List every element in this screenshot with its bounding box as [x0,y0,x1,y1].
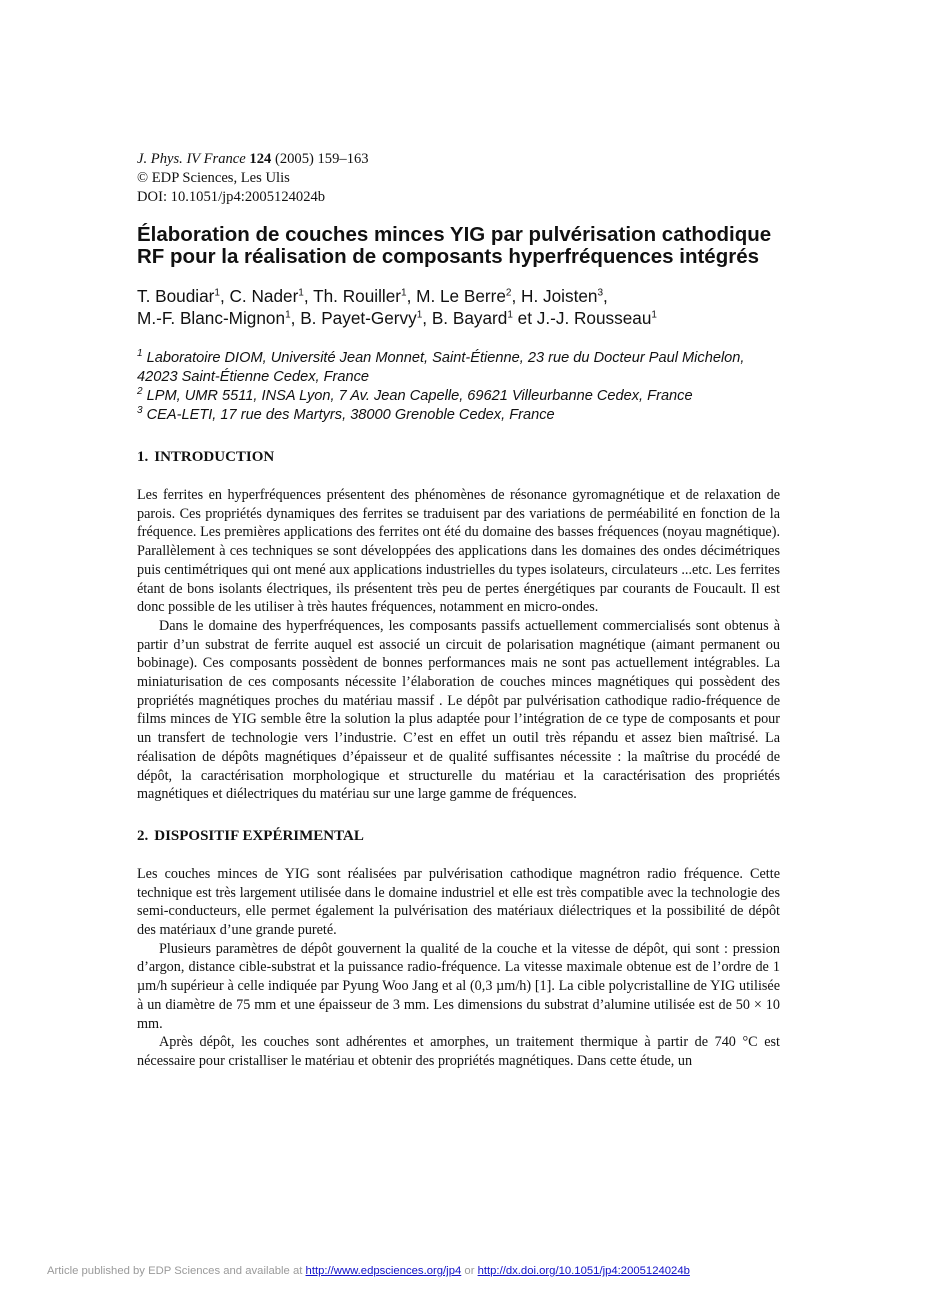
paper-title: Élaboration de couches minces YIG par pulvérisation cathodique RF pour la réalisation de composants hyperfréquences intégrés [137,223,772,268]
author-separator: , [219,286,230,306]
affiliation-text: Laboratoire DIOM, Université Jean Monnet, Saint-Étienne, 23 rue du Docteur Paul Michelon, 42023 Saint-Étienne Cedex, France [137,350,745,385]
affiliation-list [137,349,780,425]
paragraph: Après dépôt, les couches sont adhérentes et amorphes, un traitement thermique à partir de 740 °C est nécessaire pour cristalliser le matériau et obtenir des propriétés magnétiques. Dans cette étude, un [137,1034,780,1069]
journal-volume: 124 [249,151,272,167]
section-dispositif-experimental [137,827,780,1071]
affiliation-1 [137,349,780,387]
affiliation-mark: 1 [137,348,143,360]
citation-header [137,150,780,207]
affiliation-mark: 3 [137,405,143,417]
author-affil-mark: 2 [505,287,512,299]
author-name: J.-J. Rousseau [536,308,652,328]
author-list [137,285,780,329]
author-separator: , [422,308,432,328]
affiliation-mark: 2 [137,386,143,398]
author-name: Th. Rouiller [313,286,401,306]
paragraph: Plusieurs paramètres de dépôt gouvernent la qualité de la couche et la vitesse de dépôt, qui sont : pression d’argon, distance cible-substrat et la puissance radio-fréquence. La vitesse maximale obtenue est de l’ordre de 1 µm/h supérieur à celle indiquée par Pyung Woo Jang et al (0,3 µm/h) [1]. La cible polycristalline de YIG utilisée à un diamètre de 75 mm et une épaisseur de 3 mm. Les dimensions du substrat d’alumine utilisée est de 50 × 10 mm. [137,940,780,1032]
author-affil-mark: 1 [285,309,291,321]
author-separator: , [406,286,417,306]
paragraph: Les ferrites en hyperfréquences présentent des phénomènes de résonance gyromagnétique et de relaxation de parois. Ces propriétés dynamiques des ferrites se traduisent par des variations de perméabilité en fonction de la fréquence. Les premières applications des ferrites ont été du domaine des basses fréquences (noyau magnétique). Parallèlement à ces techniques se sont développées des applications dans les domaines des ondes décimétriques puis centimétriques qui ont mené aux applications industrielles du types isolateurs, circulateurs ...etc. Les ferrites étant de bons isolants électriques, ils présentent très peu de pertes énergétiques par courants de Foucault. Il est donc possible de les utiliser à très hautes fréquences, notamment en micro-ondes. [137,487,780,616]
section-number: 1. [137,449,149,465]
footer-or: or [464,1265,475,1277]
author-name: T. Boudiar [137,286,215,306]
author-separator: , [290,308,301,328]
author-name: C. Nader [229,286,299,306]
affiliation-2 [137,387,780,406]
author-name: M.-F. Blanc-Mignon [137,308,286,328]
publication-footer [47,1265,907,1277]
author-name: M. Le Berre [416,286,506,306]
author-name: B. Bayard [431,308,508,328]
author-separator: , [511,286,522,306]
author-affil-mark: 3 [597,287,604,299]
author-name: H. Joisten [521,286,598,306]
author-separator: , [303,286,314,306]
author-separator: et [512,308,537,328]
paragraph: Les couches minces de YIG sont réalisées par pulvérisation cathodique magnétron radio fréquence. Cette technique est très largement utilisée dans le domaine industriel et elle est très compatible avec la technologie des semi-conducteurs, elle permet également la pulvérisation des matériaux diélectriques et la possibilité de dépôt des matériaux d’une grande pureté. [137,865,780,939]
copyright-line: © EDP Sciences, Les Ulis [137,170,290,186]
paper-page [137,150,780,1071]
section-title: INTRODUCTION [154,449,275,465]
author-affil-mark: 1 [507,309,513,321]
author-affil-mark: 1 [401,287,407,299]
author-separator: , [603,286,608,306]
author-line-1 [137,285,780,307]
section-heading [137,827,780,846]
edpsciences-link[interactable]: http://www.edpsciences.org/jp4 [305,1265,462,1277]
section-number: 2. [137,827,149,844]
section-introduction [137,448,780,804]
journal-year-pages: (2005) 159–163 [274,151,369,167]
author-name: B. Payet-Gervy [300,308,417,328]
author-affil-mark: 1 [651,309,657,321]
author-affil-mark: 1 [214,287,220,299]
affiliation-text: CEA-LETI, 17 rue des Martyrs, 38000 Grenoble Cedex, France [146,407,555,423]
author-line-2 [137,307,780,329]
affiliation-text: LPM, UMR 5511, INSA Lyon, 7 Av. Jean Capelle, 69621 Villeurbanne Cedex, France [146,388,693,404]
affiliation-3 [137,406,780,425]
author-affil-mark: 1 [416,309,423,321]
section-title: DISPOSITIF EXPÉRIMENTAL [154,827,364,844]
author-affil-mark: 1 [298,287,304,299]
doi-link[interactable]: http://dx.doi.org/10.1051/jp4:2005124024b [477,1265,690,1277]
section-heading [137,448,780,467]
citation-line [137,150,780,169]
footer-text: Article published by EDP Sciences and available at [47,1265,303,1277]
paragraph: Dans le domaine des hyperfréquences, les composants passifs actuellement commercialisés sont obtenus à partir d’un substrat de ferrite auquel est associé un circuit de polarisation magnétique (aimant permanent ou bobinage). Ces composants possèdent de bonnes performances mais ne sont pas actuellement intégrables. La miniaturisation de ces composants nécessite l’élaboration de couches minces magnétiques qui possèdent des propriétés magnétiques proches du matériau massif . Le dépôt par pulvérisation cathodique radio-fréquence de films minces de YIG semble être la solution la plus adaptée pour l’intégration de ce type de composants et pour un transfert de technologie vers l’industrie. C’est en effet un outil très répandu et assez bien maîtrisé. La réalisation de dépôts magnétiques d’épaisseur et de qualité suffisantes nécessite : la maîtrise du procédé de dépôt, la caractérisation morphologique et structurelle du matériau et la caractérisation des propriétés magnétiques et diélectriques du matériau sur une large gamme de fréquences. [137,617,780,803]
doi-line: DOI: 10.1051/jp4:2005124024b [137,189,326,205]
journal-name: J. Phys. IV France [137,151,246,167]
